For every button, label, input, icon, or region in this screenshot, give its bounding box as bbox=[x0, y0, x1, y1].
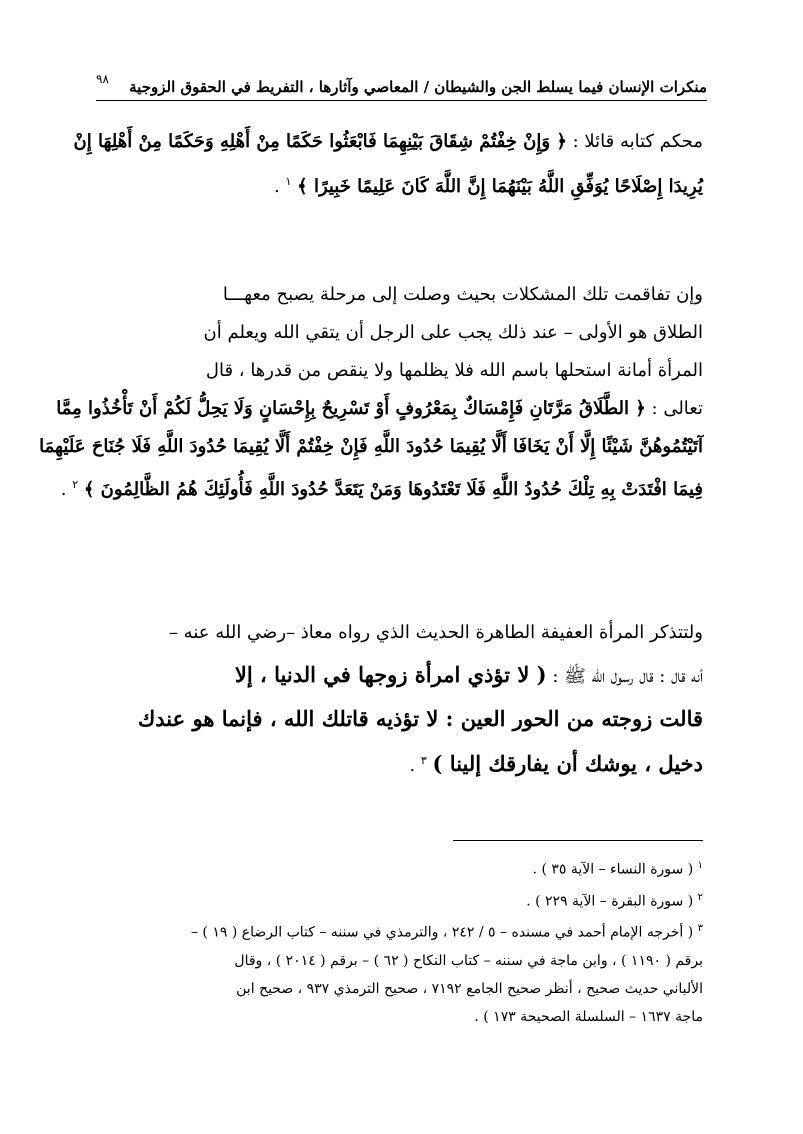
text-line bbox=[96, 740, 703, 787]
text-line bbox=[60, 466, 703, 509]
paragraph-hadith bbox=[96, 612, 703, 787]
footnote-text: ( سورة النساء – الآية ٣٥ ) . bbox=[532, 861, 694, 878]
footnote-2 bbox=[96, 884, 703, 916]
footnotes bbox=[96, 852, 703, 1031]
body-text: . bbox=[274, 176, 286, 197]
hadith-text: دخيل ، يوشك أن يفارقك إلينا ) bbox=[432, 751, 703, 776]
text-line: الطلاق هو الأولى – عند ذلك يجب على الرجل أن يتقي الله ويعلم أن bbox=[203, 322, 703, 343]
footnote-3 bbox=[96, 915, 703, 947]
quran-verse: فِيمَا افْتَدَتْ بِهِ تِلْكَ حُدُودُ اللَّهِ فَلَا تَعْتَدُوهَا وَمَنْ يَتَعَدَّ حُدُودَ اللَّهِ فَأُولَئِكَ هُمُ الظَّالِمُونَ ﴾ bbox=[83, 479, 703, 500]
text-line: ولتتذكر المرأة العفيفة الطاهرة الحديث الذي رواه معاذ –رضي الله عنه – bbox=[168, 622, 703, 643]
text-line bbox=[39, 428, 703, 466]
body-text: . bbox=[60, 479, 73, 500]
hadith-text: قالت زوجته من الحور العين : لا تؤذيه قاتلك الله ، فإنما هو عندك bbox=[137, 706, 703, 731]
footnote-mark: ١ bbox=[697, 860, 703, 871]
footnote-3-line: الألباني حديث صحيح ، أنظر صحيح الجامع ٧١٩٢ ، صحيح الترمذي ٩٣٧ ، صحيح ابن bbox=[236, 980, 703, 997]
running-header bbox=[96, 66, 707, 96]
footnote-ref-1[interactable]: ١ bbox=[285, 175, 292, 188]
body-text: أنه قال : قال رسول الله ﷺ : bbox=[546, 666, 703, 687]
footnote-3-line: ماجة ١٦٣٧ – السلسلة الصحيحة ١٧٣ ) . bbox=[474, 1008, 703, 1025]
footnote-mark: ٣ bbox=[697, 923, 703, 935]
footnote-divider bbox=[453, 840, 703, 841]
paragraph-divorce bbox=[39, 276, 703, 509]
header-title: منكرات الإنسان فيما يسلط الجن والشيطان / المعاصي وآثارها ، التفريط في الحقوق الزوجية bbox=[129, 78, 707, 96]
text-line bbox=[56, 390, 703, 428]
quran-verse: يُرِيدَا إِصْلَاحًا يُوَفِّقِ اللَّهُ بَيْنَهُمَا إِنَّ اللَّهَ كَانَ عَلِيمًا خَبِيرًا ﴾ bbox=[297, 176, 703, 197]
body-text: محكم كتابه قائلا : bbox=[566, 131, 703, 152]
text-line bbox=[96, 654, 703, 698]
text-line: وإن تفاقمت تلك المشكلات بحيث وصلت إلى مرحلة يصبح معهـــا bbox=[222, 284, 703, 305]
text-line bbox=[73, 122, 703, 162]
quran-verse: ﴿ وَإِنْ خِفْتُمْ شِقَاقَ بَيْنِهِمَا فَابْعَثُوا حَكَمًا مِنْ أَهْلِهِ وَحَكَمًا مِنْ أَهْلِهَا إِنْ bbox=[73, 131, 567, 152]
footnote-text: ( سورة البقرة – الآية ٢٢٩ ) . bbox=[526, 893, 694, 910]
header-divider bbox=[96, 100, 707, 101]
text-line: المرأة أمانة استحلها باسم الله فلا يظلمها ولا ينقص من قدرها ، قال bbox=[205, 360, 703, 381]
footnote-1 bbox=[96, 852, 703, 884]
footnote-text: ( أخرجه الإمام أحمد في مسنده – ٥ / ٢٤٢ ، والترمذي في سننه – كتاب الرضاع ( ١٩ ) – bbox=[190, 924, 694, 941]
footnote-mark: ٢ bbox=[697, 891, 703, 903]
footnote-ref-3[interactable]: ٣ bbox=[420, 754, 427, 767]
body-text: . bbox=[409, 755, 421, 776]
quran-verse: آتَيْتُمُوهُنَّ شَيْئًا إِلَّا أَنْ يَخَافَا أَلَّا يُقِيمَا حُدُودَ اللَّهِ فَإِنْ خِفْتُمْ أَلَّا يُقِيمَا حُدُودَ اللَّهِ فَلَا جُنَاحَ عَلَيْهِمَا bbox=[39, 436, 703, 457]
paragraph-quran-nisa bbox=[73, 122, 703, 207]
body-text: تعالى : bbox=[645, 398, 703, 419]
page-number: ٩٨ bbox=[96, 72, 109, 86]
text-line bbox=[96, 162, 703, 207]
footnote-3-line: برقم ( ١١٩٠ ) ، وابن ماجة في سننه – كتاب النكاح ( ٦٢ ) – برقم ( ٢٠١٤ ) ، وقال bbox=[234, 952, 703, 969]
quran-verse: ﴿ الطَّلَاقُ مَرَّتَانِ فَإِمْسَاكٌ بِمَعْرُوفٍ أَوْ تَسْرِيحٌ بِإِحْسَانٍ وَلَا يَحِلُّ لَكُمْ أَنْ تَأْخُذُوا مِمَّا bbox=[56, 398, 646, 419]
hadith-text: ( لا تؤذي امرأة زوجها في الدنيا ، إلا bbox=[234, 662, 547, 687]
footnote-ref-2[interactable]: ٢ bbox=[72, 478, 79, 491]
